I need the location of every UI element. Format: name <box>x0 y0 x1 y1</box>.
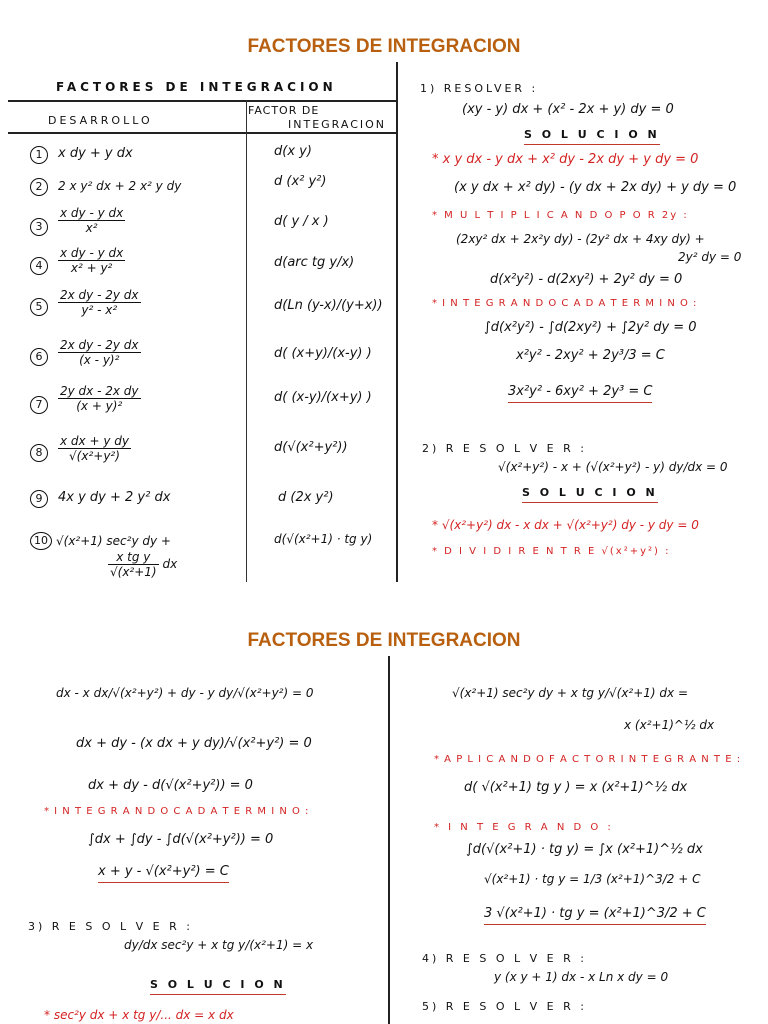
step-line: (2xy² dx + 2x²y dy) - (2y² dx + 4xy dy) + <box>456 232 705 246</box>
step-line: d(x²y²) - d(2xy²) + 2y² dy = 0 <box>490 272 683 287</box>
row-number: 6 <box>30 348 48 366</box>
result-line: 3x²y² - 6xy² + 2y³ = C <box>508 384 652 403</box>
row-factor: d(√(x²+1) · tg y) <box>274 532 373 546</box>
row-number: 3 <box>30 218 48 236</box>
step-note: * I N T E G R A N D O : <box>434 822 614 833</box>
row-factor: d(arc tg y/x) <box>274 255 355 270</box>
step-line: √(x²+1) sec²y dy + x tg y/√(x²+1) dx = <box>452 686 688 700</box>
row-dev-numerator: x dy - y dx <box>60 246 124 260</box>
row-dev-numerator: x dx + y dy <box>60 434 129 448</box>
step-line: ∫d(√(x²+1) · tg y) = ∫x (x²+1)^½ dx <box>466 842 703 857</box>
solution-heading-3: S O L U C I O N <box>150 978 286 995</box>
row-factor: d( (x+y)/(x-y) ) <box>274 346 372 361</box>
step-note: * I N T E G R A N D O C A D A T E R M I N O : <box>44 806 310 817</box>
step-note: * I N T E G R A N D O C A D A T E R M I N O : <box>432 298 698 309</box>
problem-3-label: 3) R E S O L V E R : <box>28 920 193 933</box>
row-development: 4x y dy + 2 y² dx <box>58 490 171 505</box>
column-divider <box>396 62 398 582</box>
step-note: * A P L I C A N D O F A C T O R I N T E G R A N T E : <box>434 754 742 765</box>
worksheet-page-2 <box>8 656 760 1024</box>
row-number: 8 <box>30 444 48 462</box>
row-factor: d(√(x²+y²)) <box>274 440 348 455</box>
col-factor-line2: INTEGRACION <box>288 118 387 131</box>
col-factor-line1: FACTOR DE <box>248 104 320 117</box>
step-note: * D I V I D I R E N T R E √(x²+y²) : <box>432 546 671 557</box>
step-line: d( √(x²+1) tg y ) = x (x²+1)^½ dx <box>464 780 688 795</box>
table-top-rule <box>8 100 396 102</box>
row-factor: d (2x y²) <box>278 490 334 505</box>
result-line: x + y - √(x²+y²) = C <box>98 864 229 883</box>
row-dev2-numerator: x tg y <box>108 550 159 565</box>
row-number: 9 <box>30 490 48 508</box>
row-dev-denominator: √(x²+y²) <box>69 449 120 463</box>
row-number: 10 <box>30 532 52 550</box>
row-dev-numerator: 2x dy - 2y dx <box>60 288 139 302</box>
row-dev-denominator: y² - x² <box>81 303 118 317</box>
row-number: 5 <box>30 298 48 316</box>
step-line: ∫dx + ∫dy - ∫d(√(x²+y²)) = 0 <box>88 832 274 847</box>
problem-4-equation: y (x y + 1) dx - x Ln x dy = 0 <box>494 970 669 984</box>
table-heading: FACTORES DE INTEGRACION <box>56 80 337 94</box>
step-line: (x y dx + x² dy) - (y dx + 2x dy) + y dy = 0 <box>454 180 737 195</box>
result-line: 3 √(x²+1) · tg y = (x²+1)^3/2 + C <box>484 906 706 925</box>
row-development: x dy + y dx <box>58 146 133 161</box>
slide-title-top: FACTORES DE INTEGRACION <box>247 36 521 57</box>
step-line: dx + dy - d(√(x²+y²)) = 0 <box>88 778 253 793</box>
row-factor: d( (x-y)/(x+y) ) <box>274 390 372 405</box>
row-dev-numerator: x dy - y dx <box>60 206 124 220</box>
problem-2-label: 2) R E S O L V E R : <box>422 442 587 455</box>
slide-title-bottom: FACTORES DE INTEGRACION <box>247 630 521 651</box>
row-factor: d (x² y²) <box>274 174 327 189</box>
row-dev2-tail: dx <box>162 557 178 571</box>
row-dev-denominator: (x - y)² <box>79 353 120 367</box>
problem-4-label: 4) R E S O L V E R : <box>422 952 587 965</box>
row-number: 4 <box>30 257 48 275</box>
row-factor: d(Ln (y-x)/(y+x)) <box>274 298 383 313</box>
problem-2-equation: √(x²+y²) - x + (√(x²+y²) - y) dy/dx = 0 <box>498 460 728 474</box>
column-divider <box>388 656 390 1024</box>
row-factor: d(x y) <box>274 144 312 159</box>
step-line: ∫d(x²y²) - ∫d(2xy²) + ∫2y² dy = 0 <box>484 320 697 335</box>
step-note: * M U L T I P L I C A N D O P O R 2y : <box>432 210 689 221</box>
table-header-rule <box>8 132 396 134</box>
col-desarrollo: DESARROLLO <box>48 114 153 127</box>
problem-1-equation: (xy - y) dx + (x² - 2x + y) dy = 0 <box>462 102 674 117</box>
row-number: 7 <box>30 396 48 414</box>
step-line: √(x²+1) · tg y = 1/3 (x²+1)^3/2 + C <box>484 872 701 886</box>
row-number: 1 <box>30 146 48 164</box>
row-factor: d( y / x ) <box>274 214 329 229</box>
row-dev-denominator: x² <box>85 221 98 235</box>
step-line: x²y² - 2xy² + 2y³/3 = C <box>516 348 665 363</box>
step-line: x (x²+1)^½ dx <box>624 718 715 732</box>
table-col-divider <box>246 100 247 582</box>
step-line: dx - x dx/√(x²+y²) + dy - y dy/√(x²+y²) = 0 <box>56 686 314 700</box>
solution-heading-2: S O L U C I O N <box>522 486 658 503</box>
row-dev-numerator: 2x dy - 2y dx <box>60 338 139 352</box>
problem-1-label: 1) RESOLVER : <box>420 82 539 95</box>
step-line: 2y² dy = 0 <box>678 250 742 264</box>
solution-heading-1: S O L U C I O N <box>524 128 660 145</box>
row-dev2-denominator: √(x²+1) <box>110 565 157 579</box>
row-dev-denominator: (x + y)² <box>76 399 123 413</box>
step-line: * √(x²+y²) dx - x dx + √(x²+y²) dy - y dy = 0 <box>432 518 699 532</box>
problem-3-equation: dy/dx sec²y + x tg y/(x²+1) = x <box>124 938 314 952</box>
row-dev-numerator: 2y dx - 2x dy <box>60 384 139 398</box>
row-development: √(x²+1) sec²y dy + <box>56 534 171 548</box>
row-number: 2 <box>30 178 48 196</box>
row-development: 2 x y² dx + 2 x² y dy <box>58 179 182 193</box>
step-line: * sec²y dx + x tg y/... dx = x dx <box>44 1008 234 1022</box>
worksheet-page-1 <box>8 62 760 582</box>
step-line: dx + dy - (x dx + y dy)/√(x²+y²) = 0 <box>76 736 312 751</box>
step-line: * x y dx - y dx + x² dy - 2x dy + y dy = 0 <box>432 152 699 167</box>
problem-5-label: 5) R E S O L V E R : <box>422 1000 587 1013</box>
row-dev-denominator: x² + y² <box>70 261 113 275</box>
